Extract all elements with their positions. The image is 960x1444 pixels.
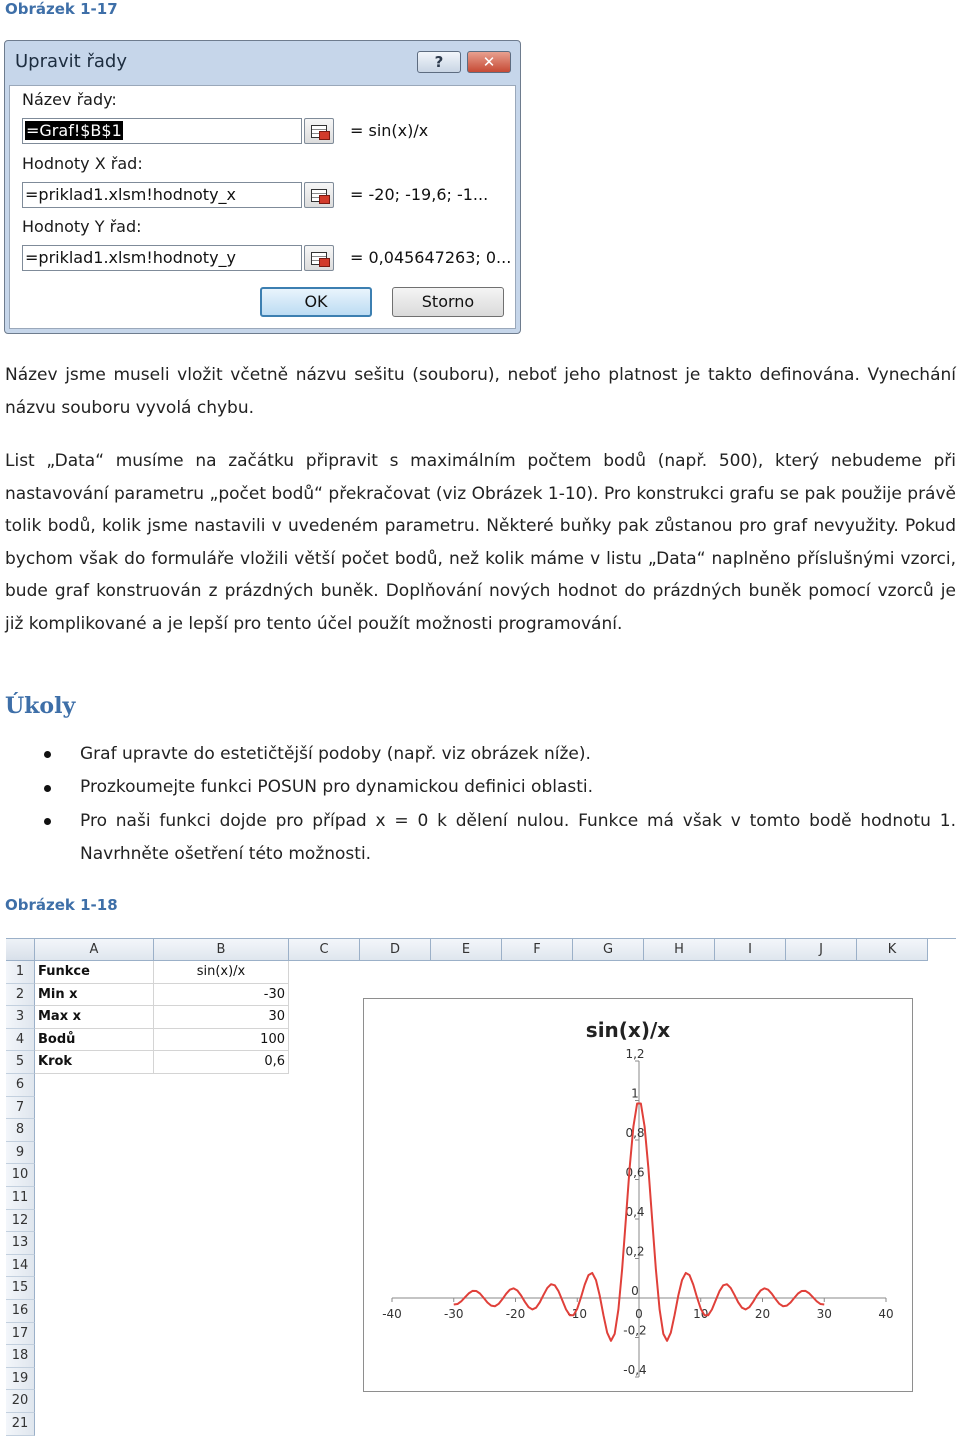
y-values-label: Hodnoty Y řad:: [22, 217, 142, 236]
column-header-d[interactable]: D: [360, 939, 431, 961]
cell-b5[interactable]: 0,6: [154, 1051, 289, 1074]
row-header-16[interactable]: 16: [6, 1300, 35, 1323]
x-tick-label: 0: [635, 1307, 643, 1321]
x-tick-label: 40: [878, 1307, 894, 1321]
x-tick-label: 30: [816, 1307, 832, 1321]
arrow-icon: [319, 131, 330, 140]
column-header-h[interactable]: H: [644, 939, 715, 961]
row-header-13[interactable]: 13: [6, 1232, 35, 1255]
y-values-input[interactable]: =priklad1.xlsm!hodnoty_y: [22, 245, 302, 271]
section-heading: Úkoly: [5, 693, 76, 719]
help-button[interactable]: ?: [417, 51, 461, 73]
column-header-f[interactable]: F: [502, 939, 573, 961]
row-header-21[interactable]: 21: [6, 1413, 35, 1436]
cell-a5[interactable]: Krok: [35, 1051, 154, 1074]
row-header-11[interactable]: 11: [6, 1187, 35, 1210]
bullet-icon: [44, 785, 51, 792]
paragraph: List „Data“ musíme na začátku připravit s maximálním počtem bodů (např. 500), který nebudeme při nastavování parametru „počet bodů“ překračovat (viz Obrázek 1-10). Pro konstrukci grafu se pak použije právě tolik bodů, kolik jsme nastavili v uvedeném parametru. Některé buňky pak zůstanou pro graf nevyužity. Pokud bychom však do formuláře vložili větší počet bodů, než kolik máme v listu „Data“ naplněno příslušnými vzorci, bude graf konstruován z prázdných buněk. Doplňování nových hodnot do prázdných buněk pomocí vzorců je již komplikované a je lepší pro tento účel použít možnosti programování.: [5, 451, 956, 634]
figure-caption: Obrázek 1-17: [5, 0, 118, 18]
cell-a3[interactable]: Max x: [35, 1006, 154, 1029]
series-name-result: = sin(x)/x: [350, 121, 429, 140]
cell-b2[interactable]: -30: [154, 984, 289, 1007]
y-tick-label: 0: [631, 1284, 639, 1298]
range-select-button[interactable]: [304, 118, 334, 144]
bullet-icon: [44, 818, 51, 825]
row-header-14[interactable]: 14: [6, 1255, 35, 1278]
column-header-j[interactable]: J: [786, 939, 857, 961]
row-header-20[interactable]: 20: [6, 1390, 35, 1413]
cell-b1[interactable]: sin(x)/x: [154, 961, 289, 984]
row-header-4[interactable]: 4: [6, 1029, 35, 1052]
close-button[interactable]: ✕: [467, 51, 511, 73]
x-values-label: Hodnoty X řad:: [22, 154, 143, 173]
column-header-b[interactable]: B: [154, 939, 289, 961]
column-header-a[interactable]: A: [35, 939, 154, 961]
row-header-18[interactable]: 18: [6, 1345, 35, 1368]
row-header-9[interactable]: 9: [6, 1142, 35, 1165]
series-name-value: =Graf!$B$1: [26, 121, 122, 140]
y-tick-label: 0,8: [625, 1126, 645, 1140]
cell-a4[interactable]: Bodů: [35, 1029, 154, 1052]
x-tick-label: -10: [567, 1307, 588, 1321]
y-tick-label: 0,2: [625, 1244, 645, 1259]
edit-series-dialog: [4, 40, 521, 334]
y-values-result: = 0,045647263; 0...: [350, 248, 512, 267]
row-header-1[interactable]: 1: [6, 961, 35, 984]
chart-area[interactable]: [363, 998, 913, 1392]
row-header-8[interactable]: 8: [6, 1119, 35, 1142]
row-header-10[interactable]: 10: [6, 1164, 35, 1187]
select-all-corner[interactable]: [6, 939, 35, 961]
row-header-3[interactable]: 3: [6, 1006, 35, 1029]
row-header-5[interactable]: 5: [6, 1051, 35, 1074]
column-header-k[interactable]: K: [857, 939, 928, 961]
range-select-button[interactable]: [304, 182, 334, 208]
ok-button[interactable]: OK: [260, 287, 372, 317]
x-tick-label: 20: [754, 1307, 771, 1321]
cell-a2[interactable]: Min x: [35, 984, 154, 1007]
x-tick-label: -30: [443, 1307, 464, 1321]
cancel-button[interactable]: Storno: [392, 287, 504, 317]
row-header-17[interactable]: 17: [6, 1323, 35, 1346]
series-name-label: Název řady:: [22, 90, 117, 109]
column-header-c[interactable]: C: [289, 939, 360, 961]
row-header-19[interactable]: 19: [6, 1368, 35, 1391]
x-tick-label: -40: [382, 1307, 402, 1321]
paragraph: Název jsme museli vložit včetně názvu sešitu (souboru), neboť jeho platnost je takto definována. Vynechání názvu souboru vyvolá chybu.: [5, 365, 956, 418]
row-header-2[interactable]: 2: [6, 984, 35, 1007]
row-header-12[interactable]: 12: [6, 1210, 35, 1233]
x-values-input[interactable]: =priklad1.xlsm!hodnoty_x: [22, 182, 302, 208]
y-tick-label: 1,2: [625, 1047, 645, 1061]
figure-caption: Obrázek 1-18: [5, 896, 118, 914]
y-tick-label: -0,4: [623, 1363, 647, 1377]
line-chart: [364, 999, 912, 1391]
x-tick-label: -20: [505, 1307, 526, 1321]
row-header-15[interactable]: 15: [6, 1277, 35, 1300]
row-header-6[interactable]: 6: [6, 1074, 35, 1097]
y-tick-label: 1: [631, 1086, 639, 1101]
range-select-button[interactable]: [304, 245, 334, 271]
cell-b4[interactable]: 100: [154, 1029, 289, 1052]
column-header-i[interactable]: I: [715, 939, 786, 961]
y-tick-label: -0,2: [623, 1323, 647, 1338]
x-tick-label: 10: [693, 1307, 709, 1321]
cell-b3[interactable]: 30: [154, 1006, 289, 1029]
x-values-result: = -20; -19,6; -1...: [350, 185, 489, 204]
y-tick-label: 0,4: [625, 1205, 645, 1219]
column-header-e[interactable]: E: [431, 939, 502, 961]
arrow-icon: [319, 258, 330, 267]
list-item: Graf upravte do estetičtější podoby (např. viz obrázek níže).: [80, 744, 591, 764]
list-item: Prozkoumejte funkci POSUN pro dynamickou definici oblasti.: [80, 777, 594, 797]
list-item: Pro naši funkci dojde pro případ x = 0 k dělení nulou. Funkce má však v tomto bodě hodnotu 1. Navrhněte ošetření této možnosti.: [80, 811, 956, 864]
dialog-title: Upravit řady: [15, 51, 127, 72]
row-header-7[interactable]: 7: [6, 1097, 35, 1120]
cell-a1[interactable]: Funkce: [35, 961, 154, 984]
series-name-input[interactable]: [22, 118, 302, 144]
y-tick-label: 0,6: [625, 1165, 645, 1180]
arrow-icon: [319, 195, 330, 204]
bullet-icon: [44, 751, 51, 758]
chart-title: sin(x)/x: [585, 1018, 671, 1042]
column-header-g[interactable]: G: [573, 939, 644, 961]
